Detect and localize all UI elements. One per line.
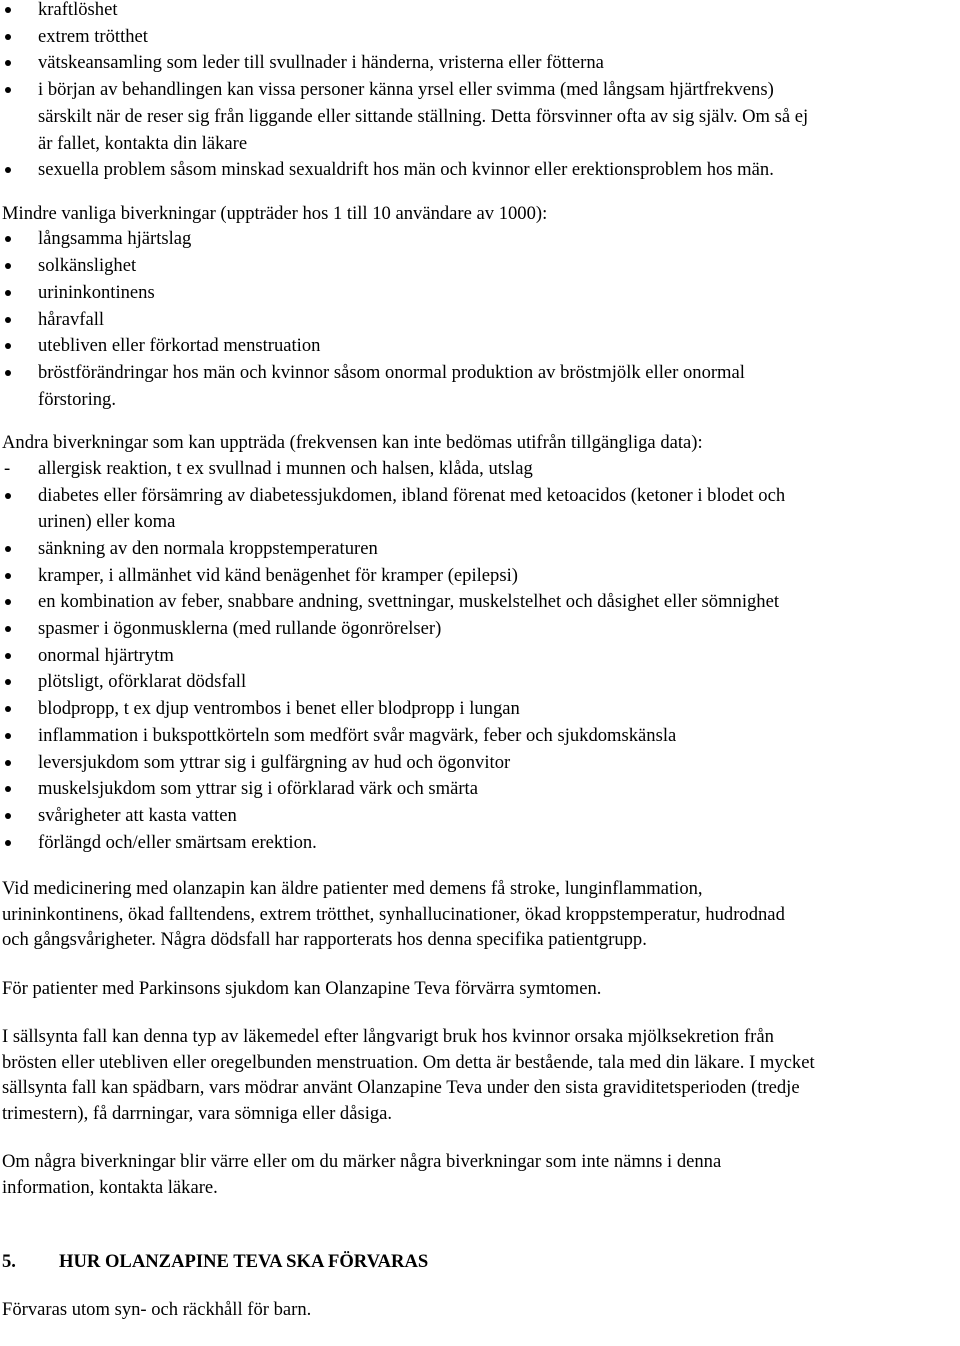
contact-doctor-paragraph: Om några biverkningar blir värre eller om du märker några biverkningar som inte nämns i denna information, kontakta läkare. [2,1151,722,1198]
list-item: spasmer i ögonmusklerna (med rullande ögonrörelser) [0,616,960,643]
rare-cases-paragraph: I sällsynta fall kan denna typ av läkemedel efter långvarigt bruk hos kvinnor orsaka mjölksekretion från brösten eller utebliven eller oregelbunden menstruation. Om detta är bestående, tala med din läkare. I mycket sällsynta fall kan spädbarn, vars mödrar använt Olanzapine Teva under den sista graviditetsperioden (tredje trimestern), få darrningar, vara sömniga eller dåsiga. [2,1026,815,1124]
list-item: långsamma hjärtslag [0,226,960,253]
storage-text: Förvaras utom syn- och räckhåll för barn. [2,1299,312,1321]
other-side-effects-intro: Andra biverkningar som kan uppträda (frekvensen kan inte bedömas utifrån tillgängliga data): [2,432,703,454]
dash-marker: - [4,457,11,479]
list-item: urininkontinens [0,280,960,307]
list-item: svårigheter att kasta vatten [0,803,960,830]
side-effects-list-continued [0,0,960,184]
uncommon-side-effects-intro: Mindre vanliga biverkningar (uppträder hos 1 till 10 användare av 1000): [2,202,548,224]
list-item: muskelsjukdom som yttrar sig i oförklarad värk och smärta [0,776,960,803]
list-item: plötsligt, oförklarat dödsfall [0,669,960,696]
uncommon-side-effects-list [0,226,960,413]
list-item: i början av behandlingen kan vissa personer känna yrsel eller svimma (med långsam hjärtfrekvens) särskilt när de reser sig från liggande eller sittande ställning. Detta försvinner ofta av sig själv. Om så ej är fallet, kontakta din läkare [0,77,960,157]
list-item: solkänslighet [0,253,960,280]
section-heading [0,1249,960,1274]
list-item: - allergisk reaktion, t ex svullnad i munnen och halsen, klåda, utslag [0,456,960,483]
list-item: onormal hjärtrytm [0,643,960,670]
list-item: inflammation i bukspottkörteln som medfört svår magvärk, feber och sjukdomskänsla [0,723,960,750]
list-item: vätskeansamling som leder till svullnader i händerna, vristerna eller fötterna [0,50,960,77]
elderly-dementia-paragraph: Vid medicinering med olanzapin kan äldre patienter med demens få stroke, lunginflammation, urininkontinens, ökad falltendens, extrem trötthet, synhallucinationer, ökad kroppstemperatur, hudrodnad och gångsvårigheter. Några dödsfall har rapporterats hos denna specifika patientgrupp. [2,878,785,951]
list-item: extrem trötthet [0,24,960,51]
list-item: sexuella problem såsom minskad sexualdrift hos män och kvinnor eller erektionsproblem hos män. [0,157,960,184]
list-item: diabetes eller försämring av diabetessjukdomen, ibland förenat med ketoacidos (ketoner i blodet och urinen) eller koma [0,483,960,536]
list-item: förlängd och/eller smärtsam erektion. [0,830,960,857]
list-item: håravfall [0,307,960,334]
list-item: kramper, i allmänhet vid känd benägenhet för kramper (epilepsi) [0,563,960,590]
list-item: leversjukdom som yttrar sig i gulfärgning av hud och ögonvitor [0,750,960,777]
list-item: kraftlöshet [0,0,960,24]
list-item: blodpropp, t ex djup ventrombos i benet eller blodpropp i lungan [0,696,960,723]
list-item: utebliven eller förkortad menstruation [0,333,960,360]
section-number: 5. [2,1251,16,1273]
list-item: bröstförändringar hos män och kvinnor såsom onormal produktion av bröstmjölk eller onormal förstoring. [0,360,960,413]
parkinsons-paragraph: För patienter med Parkinsons sjukdom kan Olanzapine Teva förvärra symtomen. [2,977,602,999]
list-item: en kombination av feber, snabbare andning, svettningar, muskelstelhet och dåsighet eller sömnighet [0,589,960,616]
list-item: sänkning av den normala kroppstemperaturen [0,536,960,563]
other-side-effects-list [0,456,960,857]
section-title: HUR OLANZAPINE TEVA SKA FÖRVARAS [59,1251,429,1273]
